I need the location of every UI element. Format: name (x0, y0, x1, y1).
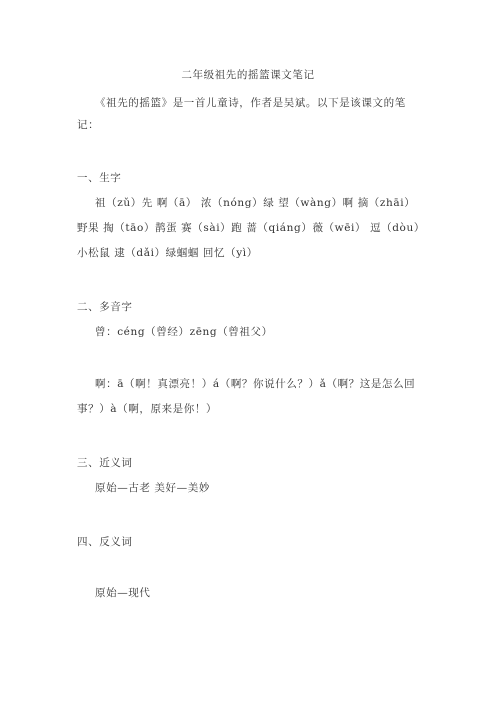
polyphone-a-line-2: 事？）à（啊，原来是你！） (77, 403, 218, 415)
polyphone-ceng: 曾：céng（曾经）zēng（曾祖父） (95, 326, 273, 338)
section-heading-polyphones: 二、多音字 (77, 301, 133, 313)
section-heading-synonyms: 三、近义词 (77, 457, 133, 469)
section-heading-characters: 一、生字 (77, 172, 122, 184)
characters-line-2: 野果 掏（tāo）鹊蛋 赛（sài）跑 蔷（qiáng）薇（wēi） 逗（dòu） (77, 222, 425, 234)
synonyms-line: 原始—古老 美好—美妙 (95, 482, 210, 494)
intro-paragraph-line-1: 《祖先的摇篮》是一首儿童诗，作者是吴斌。以下是该课文的笔 (95, 97, 406, 109)
polyphone-a-line-1: 啊：ā（啊！真漂亮！）á（啊？你说什么？）ǎ（啊？这是怎么回 (95, 378, 416, 390)
characters-line-3: 小松鼠 逮（dǎi）绿蝈蝈 回忆（yì） (77, 247, 258, 259)
intro-paragraph-line-2: 记： (77, 119, 100, 131)
antonyms-line: 原始—现代 (95, 587, 151, 599)
characters-line-1: 祖（zǔ）先 啊（ā） 浓（nóng）绿 望（wàng）啊 摘（zhāi） (95, 197, 416, 209)
section-heading-antonyms: 四、反义词 (77, 536, 133, 548)
document-title: 二年级祖先的摇篮课文笔记 (181, 69, 315, 81)
